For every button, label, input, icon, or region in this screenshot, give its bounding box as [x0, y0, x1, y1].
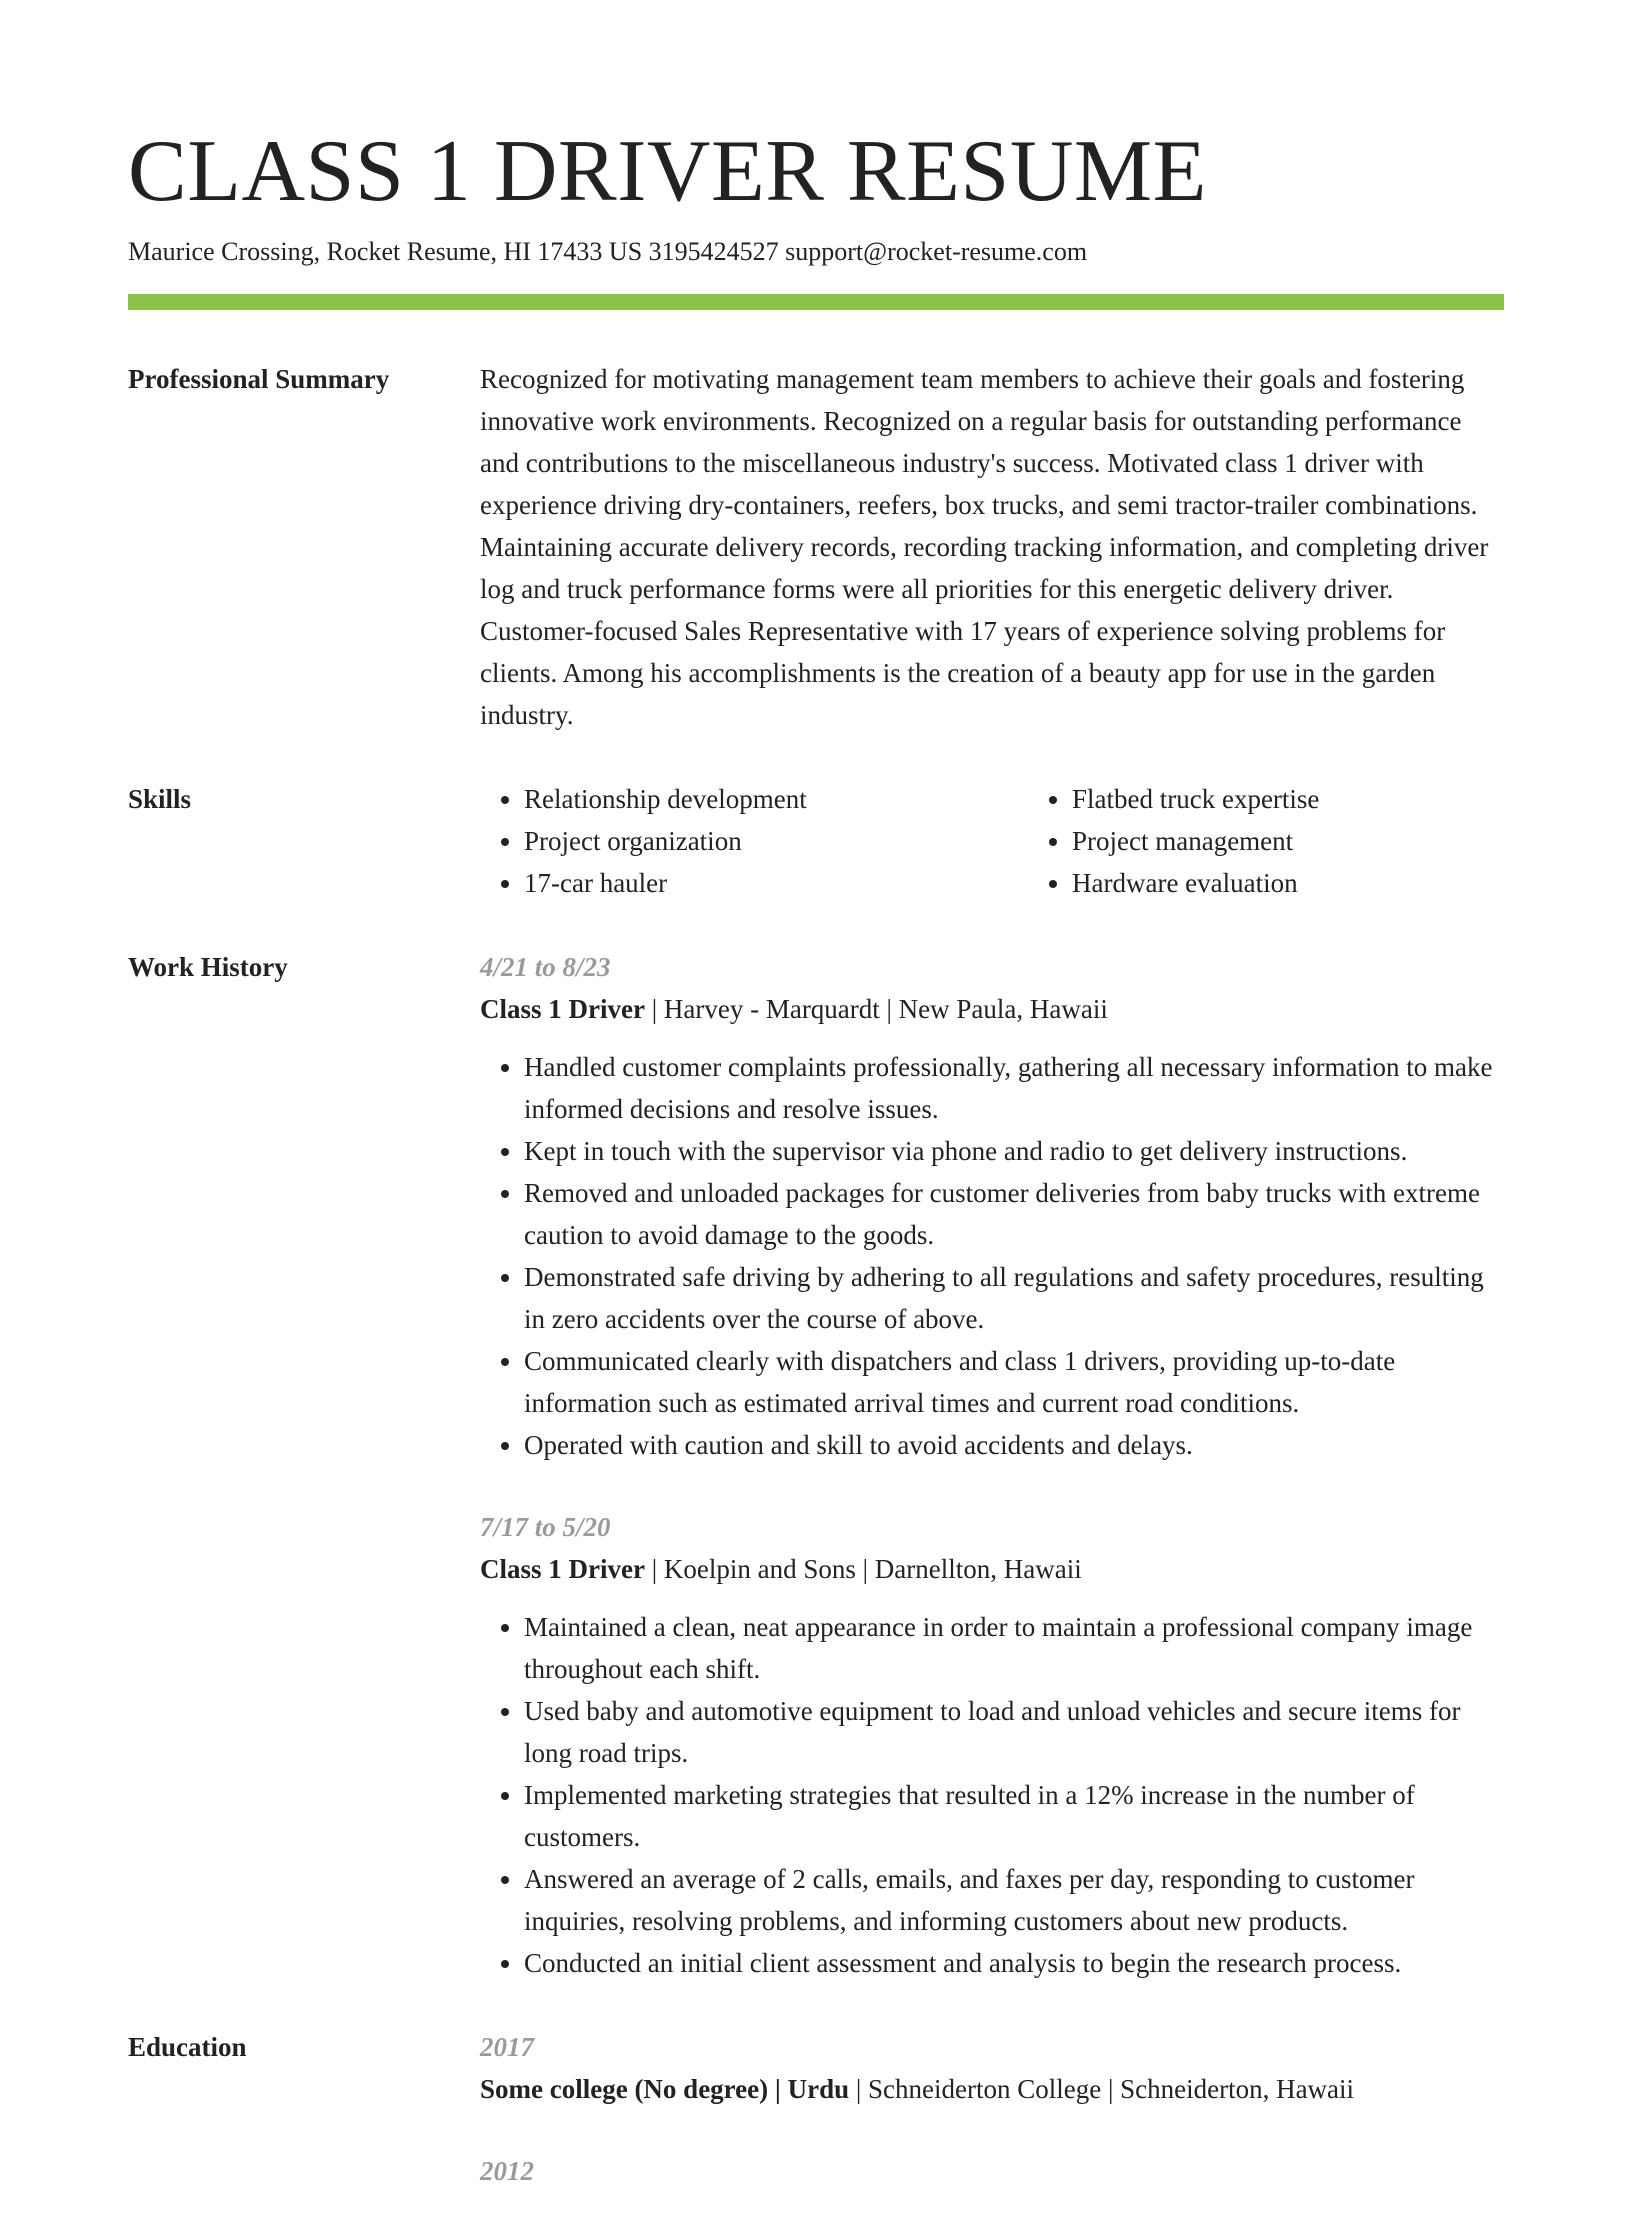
job-employer-location: | Harvey - Marquardt | New Paula, Hawaii: [644, 994, 1108, 1024]
skills-list-left: [480, 778, 1028, 904]
job-duty: • Removed and unloaded packages for customer deliveries from baby trucks with extreme caution to avoid damage to the goods.: [524, 1172, 1504, 1256]
job-header: [480, 1548, 1504, 1590]
summary-section: [128, 358, 1504, 736]
skills-list-right: [1028, 778, 1576, 904]
education-section: [128, 2026, 1504, 2232]
contact-line: Maurice Crossing, Rocket Resume, HI 17433 US 3195424527 support@rocket-resume.com: [128, 237, 1088, 266]
resume-page: [128, 0, 1504, 2232]
job-duty: • Demonstrated safe driving by adhering to all regulations and safety procedures, resulting in zero accidents over the course of above.: [524, 1256, 1504, 1340]
education-year: 2012: [480, 2156, 534, 2186]
job-duty: • Maintained a clean, neat appearance in order to maintain a professional company image throughout each shift.: [524, 1606, 1504, 1690]
job-duties: [480, 1046, 1504, 1466]
skills-heading: Skills: [128, 784, 192, 814]
job-duties: [480, 1606, 1504, 1984]
education-degree: Some college (No degree) | Urdu: [480, 2074, 850, 2104]
job-duty: • Used baby and automotive equipment to load and unload vehicles and secure items for long road trips.: [524, 1690, 1504, 1774]
education-header: [480, 2068, 1504, 2110]
skill-item: • Relationship development: [524, 778, 1028, 820]
education-year: 2017: [480, 2032, 534, 2062]
skill-item: • Flatbed truck expertise: [1072, 778, 1576, 820]
summary-heading: Professional Summary: [128, 364, 390, 394]
skill-item: • Hardware evaluation: [1072, 862, 1576, 904]
education-entry: [480, 2150, 1504, 2192]
education-heading: Education: [128, 2032, 247, 2062]
job-dates: 4/21 to 8/23: [480, 952, 611, 982]
job-entry: [480, 1506, 1504, 1984]
education-school-location: | Schneiderton College | Schneiderton, Hawaii: [849, 2074, 1355, 2104]
header-divider: [128, 294, 1504, 310]
skill-item: • 17-car hauler: [524, 862, 1028, 904]
education-entry: [480, 2026, 1504, 2110]
job-duty: • Handled customer complaints professionally, gathering all necessary information to make informed decisions and resolve issues.: [524, 1046, 1504, 1130]
job-header: [480, 988, 1504, 1030]
job-duty: • Implemented marketing strategies that resulted in a 12% increase in the number of customers.: [524, 1774, 1504, 1858]
work-history-section: [128, 946, 1504, 1984]
job-duty: • Communicated clearly with dispatchers and class 1 drivers, providing up-to-date information such as estimated arrival times and current road conditions.: [524, 1340, 1504, 1424]
resume-title: CLASS 1 DRIVER RESUME: [128, 123, 1207, 220]
job-duty: • Conducted an initial client assessment and analysis to begin the research process.: [524, 1942, 1504, 1984]
job-entry: [480, 946, 1504, 1466]
summary-text: Recognized for motivating management team members to achieve their goals and fostering innovative work environments. Recognized on a regular basis for outstanding performance and contributions to the miscellaneous industry's success. Motivated class 1 driver with experience driving dry-containers, reefers, box trucks, and semi tractor-trailer combinations. Maintaining accurate delivery records, recording tracking information, and completing driver log and truck performance forms were all priorities for this energetic delivery driver. Customer-focused Sales Representative with 17 years of experience solving problems for clients. Among his accomplishments is the creation of a beauty app for use in the garden industry.: [480, 364, 1489, 730]
skill-item: • Project management: [1072, 820, 1576, 862]
skills-section: [128, 778, 1504, 904]
job-employer-location: | Koelpin and Sons | Darnellton, Hawaii: [644, 1554, 1082, 1584]
skill-item: • Project organization: [524, 820, 1028, 862]
job-dates: 7/17 to 5/20: [480, 1512, 611, 1542]
job-title: Class 1 Driver: [480, 994, 645, 1024]
job-duty: • Answered an average of 2 calls, emails, and faxes per day, responding to customer inquiries, resolving problems, and informing customers about new products.: [524, 1858, 1504, 1942]
work-history-heading: Work History: [128, 952, 288, 982]
job-title: Class 1 Driver: [480, 1554, 645, 1584]
job-duty: • Kept in touch with the supervisor via phone and radio to get delivery instructions.: [524, 1130, 1504, 1172]
job-duty: • Operated with caution and skill to avoid accidents and delays.: [524, 1424, 1504, 1466]
